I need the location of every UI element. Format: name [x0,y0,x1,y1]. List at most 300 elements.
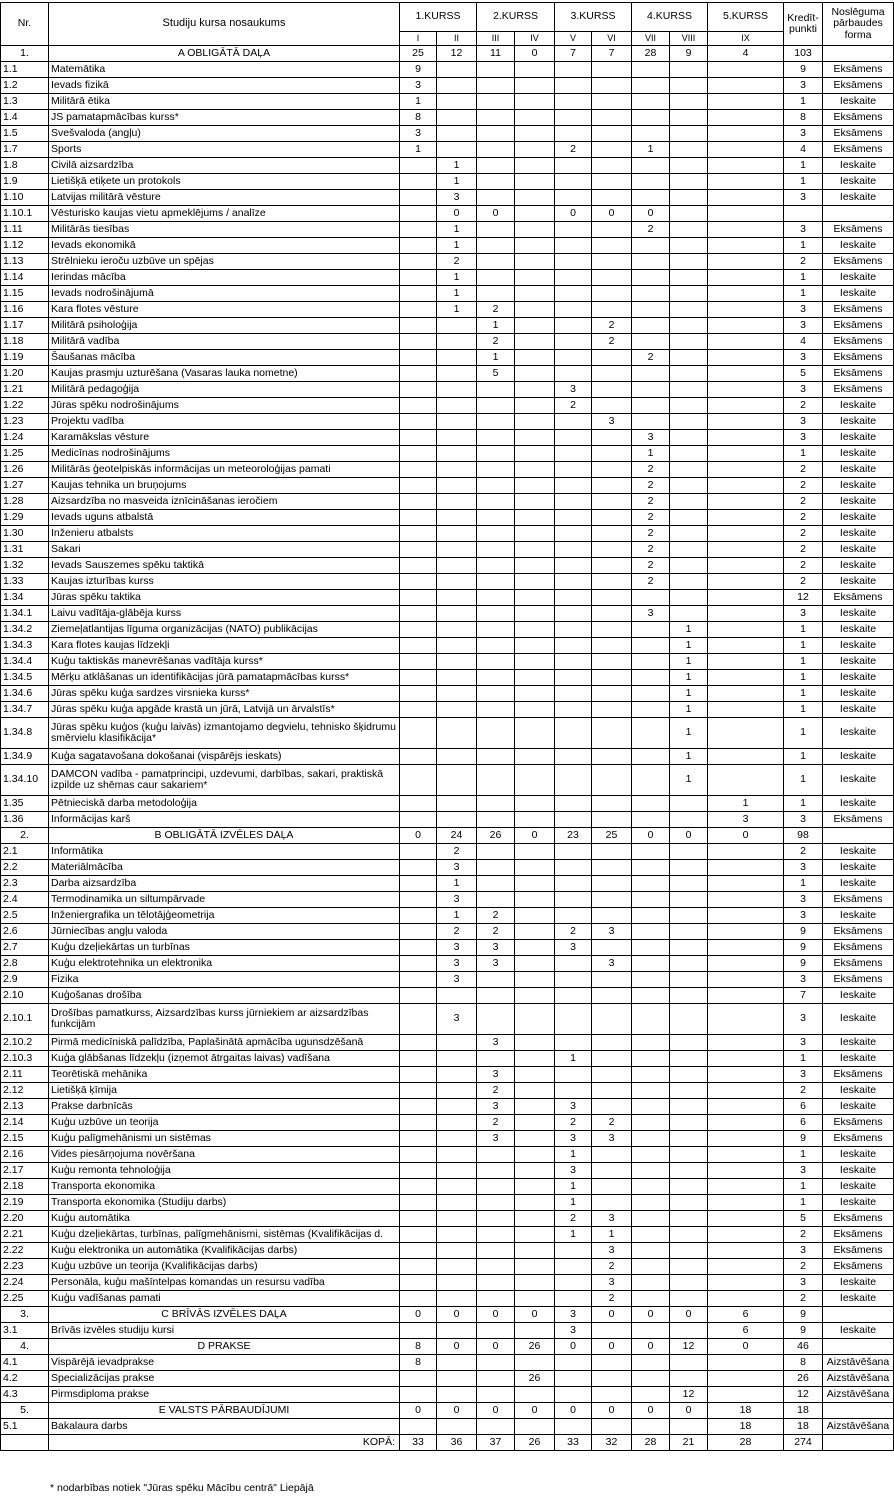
course-row [1,302,894,318]
course-row [1,972,894,988]
semester-credits [670,558,708,574]
row-number: 1.25 [1,446,49,462]
semester-credits [592,1067,632,1083]
credit-points: 1 [784,622,823,638]
section-title: A OBLIGĀTĀ DAĻA [49,46,400,62]
header-year-5: 5.KURSS [708,3,784,32]
semester-credits [708,844,784,860]
semester-credits [708,222,784,238]
semester-credits [477,1419,515,1435]
semester-credits [555,158,592,174]
semester-credits [632,622,670,638]
semester-credits: 3 [437,1004,477,1035]
course-row [1,1004,894,1035]
semester-credits [592,590,632,606]
semester-credits: 3 [555,1307,592,1323]
credit-points: 3 [784,126,823,142]
row-number: 3. [1,1307,49,1323]
semester-credits: 0 [437,1339,477,1355]
exam-form: Eksāmens [823,302,894,318]
row-number: 2.19 [1,1195,49,1211]
semester-credits [670,254,708,270]
semester-credits [592,1387,632,1403]
row-number: 2.10.3 [1,1051,49,1067]
credit-points: 5 [784,366,823,382]
credit-points: 4 [784,142,823,158]
semester-credits [515,398,555,414]
exam-form: Ieskaite [823,558,894,574]
semester-credits: 1 [555,1147,592,1163]
course-row [1,1067,894,1083]
semester-credits [400,1035,437,1051]
semester-credits [708,366,784,382]
semester-credits [400,606,437,622]
course-row [1,238,894,254]
semester-credits [670,988,708,1004]
semester-credits [592,62,632,78]
course-row [1,622,894,638]
course-row [1,1179,894,1195]
course-row [1,606,894,622]
exam-form: Eksāmens [823,972,894,988]
semester-credits [515,350,555,366]
semester-credits [555,972,592,988]
semester-credits [477,446,515,462]
semester-credits [632,860,670,876]
semester-credits [515,110,555,126]
semester-credits [555,622,592,638]
course-row [1,1115,894,1131]
row-number: 2. [1,828,49,844]
course-name: Bakalaura darbs [49,1419,400,1435]
row-number: 2.2 [1,860,49,876]
course-name: Matemātika [49,62,400,78]
semester-credits [515,749,555,765]
semester-credits [632,1227,670,1243]
credit-points: 2 [784,844,823,860]
semester-credits [632,1083,670,1099]
semester-credits [515,494,555,510]
semester-credits [437,430,477,446]
semester-credits [400,940,437,956]
semester-credits [515,414,555,430]
semester-credits [515,382,555,398]
course-name: Kuģu uzbūve un teorija (Kvalifikācijas darbs) [49,1259,400,1275]
course-row [1,1355,894,1371]
semester-credits [708,558,784,574]
semester-credits [477,542,515,558]
exam-form: Eksāmens [823,126,894,142]
semester-credits [477,270,515,286]
semester-credits [632,334,670,350]
credit-points: 46 [784,1339,823,1355]
course-row [1,494,894,510]
semester-credits [400,222,437,238]
semester-credits [437,334,477,350]
semester-credits [437,350,477,366]
semester-credits: 0 [477,206,515,222]
course-row [1,366,894,382]
row-number: 1.34.9 [1,749,49,765]
row-number: 1.3 [1,94,49,110]
semester-credits [437,638,477,654]
exam-form: Ieskaite [823,478,894,494]
total-semester-credits: 21 [670,1435,708,1451]
credit-points: 3 [784,1275,823,1291]
semester-credits [400,702,437,718]
row-number: 1.22 [1,398,49,414]
semester-credits [400,749,437,765]
course-row [1,174,894,190]
section-row [1,46,894,62]
course-name: Ziemeļatlantijas līguma organizācijas (NATO) publikācijas [49,622,400,638]
credit-points: 1 [784,686,823,702]
course-name: Kaujas prasmju uzturēšana (Vasaras lauka nometne) [49,366,400,382]
credit-points: 3 [784,812,823,828]
semester-credits [400,1051,437,1067]
semester-credits [555,796,592,812]
semester-credits [632,1115,670,1131]
credit-points: 2 [784,574,823,590]
row-number: 1.34.8 [1,718,49,749]
semester-credits: 2 [592,1259,632,1275]
semester-credits [592,478,632,494]
semester-credits [632,988,670,1004]
curriculum-table [0,2,894,1451]
section-title: D PRAKSE [49,1339,400,1355]
semester-credits: 3 [477,956,515,972]
semester-credits [670,1083,708,1099]
semester-credits: 2 [555,142,592,158]
semester-credits [400,478,437,494]
semester-credits [515,558,555,574]
semester-credits [555,174,592,190]
row-number: 1.35 [1,796,49,812]
semester-credits: 1 [670,622,708,638]
semester-credits [400,302,437,318]
semester-credits [632,1195,670,1211]
semester-credits [555,702,592,718]
semester-credits: 1 [477,350,515,366]
semester-credits [708,1115,784,1131]
semester-credits [515,222,555,238]
semester-credits: 0 [670,1307,708,1323]
semester-credits [515,1355,555,1371]
semester-credits [708,670,784,686]
row-number: 1.30 [1,526,49,542]
semester-credits [477,765,515,796]
semester-credits [477,430,515,446]
semester-credits [515,510,555,526]
semester-credits [670,62,708,78]
semester-credits: 1 [477,318,515,334]
course-row [1,334,894,350]
semester-credits: 2 [477,302,515,318]
semester-credits [400,892,437,908]
semester-credits [670,462,708,478]
semester-credits [515,462,555,478]
semester-credits [400,654,437,670]
semester-credits [632,398,670,414]
course-name: Ievads uguns atbalstā [49,510,400,526]
course-name: Materiālmācība [49,860,400,876]
row-number: 2.24 [1,1275,49,1291]
semester-credits [592,1179,632,1195]
course-row [1,558,894,574]
semester-credits [437,510,477,526]
section-title: B OBLIGĀTĀ IZVĒLES DAĻA [49,828,400,844]
exam-form: Eksāmens [823,590,894,606]
semester-credits [400,270,437,286]
exam-form: Eksāmens [823,1115,894,1131]
semester-credits [400,238,437,254]
semester-credits [555,446,592,462]
semester-credits [708,1179,784,1195]
semester-credits [400,1195,437,1211]
semester-credits [708,956,784,972]
credit-points: 1 [784,1195,823,1211]
semester-credits [477,1259,515,1275]
semester-credits [515,606,555,622]
course-row [1,142,894,158]
total-semester-credits: 33 [400,1435,437,1451]
semester-credits: 4 [708,46,784,62]
semester-credits [515,1083,555,1099]
semester-credits [400,1131,437,1147]
semester-credits [437,1147,477,1163]
semester-credits [632,286,670,302]
semester-credits [437,1355,477,1371]
course-name: Drošības pamatkurss, Aizsardzības kurss jūrniekiem ar aizsardzības funkcijām [49,1004,400,1035]
semester-credits [670,860,708,876]
semester-credits [592,876,632,892]
semester-credits: 1 [670,654,708,670]
semester-credits [708,1163,784,1179]
credit-points: 2 [784,1227,823,1243]
course-name: Lietišķā etiķete un protokols [49,174,400,190]
credit-points: 2 [784,510,823,526]
semester-credits [670,174,708,190]
semester-credits [708,1099,784,1115]
semester-credits [670,892,708,908]
course-name: Projektu vadība [49,414,400,430]
exam-form: Aizstāvēšana [823,1371,894,1387]
course-name: Kuģu palīgmehānismi un sistēmas [49,1131,400,1147]
semester-credits: 0 [437,206,477,222]
semester-credits [477,62,515,78]
exam-form: Ieskaite [823,1147,894,1163]
course-row [1,1051,894,1067]
credit-points: 2 [784,254,823,270]
semester-credits [708,494,784,510]
semester-credits [555,1275,592,1291]
semester-credits [670,318,708,334]
semester-credits [437,1099,477,1115]
semester-credits: 0 [477,1307,515,1323]
semester-credits [708,414,784,430]
semester-credits [400,542,437,558]
row-number: 2.1 [1,844,49,860]
exam-form: Ieskaite [823,1083,894,1099]
exam-form: Ieskaite [823,638,894,654]
semester-credits [555,126,592,142]
semester-credits [515,765,555,796]
total-semester-credits: 37 [477,1435,515,1451]
exam-form: Ieskaite [823,844,894,860]
semester-credits: 1 [437,286,477,302]
row-number: 1.2 [1,78,49,94]
semester-credits [437,1243,477,1259]
semester-credits [515,940,555,956]
semester-credits [632,876,670,892]
semester-credits [708,924,784,940]
course-row [1,542,894,558]
semester-credits [708,478,784,494]
semester-credits [708,1035,784,1051]
semester-credits [592,430,632,446]
semester-credits [400,638,437,654]
exam-form: Eksāmens [823,254,894,270]
semester-credits [555,892,592,908]
semester-credits [592,174,632,190]
course-name: Kuģošanas drošība [49,988,400,1004]
semester-credits [670,222,708,238]
course-row [1,670,894,686]
exam-form: Ieskaite [823,94,894,110]
semester-credits [400,718,437,749]
header-course-name: Studiju kursa nosaukums [49,3,400,46]
semester-credits [632,812,670,828]
header-year-1: 1.KURSS [400,3,477,32]
semester-credits [515,1227,555,1243]
semester-credits [708,174,784,190]
semester-credits: 0 [708,828,784,844]
section-title: C BRĪVĀS IZVĒLES DAĻA [49,1307,400,1323]
row-number: 2.12 [1,1083,49,1099]
semester-credits: 8 [400,1339,437,1355]
exam-form: Eksāmens [823,1259,894,1275]
course-name: Jūras spēku kuģa sardzes virsnieka kurss* [49,686,400,702]
header-semester: VIII [670,32,708,46]
section-row [1,828,894,844]
semester-credits: 3 [592,1275,632,1291]
row-number: 2.13 [1,1099,49,1115]
semester-credits [515,718,555,749]
credit-points [784,206,823,222]
semester-credits [708,94,784,110]
course-row [1,765,894,796]
semester-credits: 0 [400,828,437,844]
exam-form: Eksāmens [823,318,894,334]
credit-points: 3 [784,78,823,94]
semester-credits: 1 [670,718,708,749]
semester-credits [555,1243,592,1259]
credit-points: 1 [784,158,823,174]
semester-credits [477,558,515,574]
course-name: Jūras spēku nodrošinājums [49,398,400,414]
semester-credits [555,190,592,206]
row-number: 1.9 [1,174,49,190]
row-number: 1.19 [1,350,49,366]
semester-credits [708,1355,784,1371]
semester-credits [592,510,632,526]
semester-credits [632,654,670,670]
exam-form: Ieskaite [823,718,894,749]
course-row [1,844,894,860]
semester-credits [400,908,437,924]
semester-credits [670,812,708,828]
row-number: 2.3 [1,876,49,892]
semester-credits [477,702,515,718]
row-number: 2.21 [1,1227,49,1243]
semester-credits [477,1179,515,1195]
header-exam-form: Noslēguma pārbaudes forma [823,3,894,46]
course-name: Sakari [49,542,400,558]
table-body [1,3,894,1451]
row-number: 1.34.3 [1,638,49,654]
course-row [1,430,894,446]
row-number: 1.8 [1,158,49,174]
semester-credits [670,142,708,158]
semester-credits [515,1195,555,1211]
semester-credits [400,1211,437,1227]
course-name: Transporta ekonomika (Studiju darbs) [49,1195,400,1211]
semester-credits [592,78,632,94]
credit-points: 3 [784,892,823,908]
exam-form: Eksāmens [823,110,894,126]
exam-form: Eksāmens [823,222,894,238]
row-number: 5. [1,1403,49,1419]
semester-credits: 1 [555,1051,592,1067]
semester-credits [515,190,555,206]
semester-credits [555,1387,592,1403]
semester-credits: 3 [555,1131,592,1147]
semester-credits [437,318,477,334]
semester-credits [477,254,515,270]
semester-credits: 0 [632,828,670,844]
semester-credits [555,238,592,254]
semester-credits [632,972,670,988]
semester-credits: 1 [670,670,708,686]
row-number: 1.28 [1,494,49,510]
credit-points: 98 [784,828,823,844]
course-row [1,1227,894,1243]
credit-points: 9 [784,1323,823,1339]
course-row [1,1371,894,1387]
semester-credits [477,844,515,860]
exam-form: Ieskaite [823,1099,894,1115]
semester-credits [592,892,632,908]
semester-credits: 3 [477,1099,515,1115]
exam-form: Ieskaite [823,988,894,1004]
row-number: 4.2 [1,1371,49,1387]
semester-credits: 3 [592,1211,632,1227]
semester-credits [437,126,477,142]
row-number: 1.34.5 [1,670,49,686]
semester-credits [515,142,555,158]
semester-credits: 0 [437,1403,477,1419]
semester-credits [632,796,670,812]
semester-credits [477,1323,515,1339]
semester-credits [632,174,670,190]
exam-form: Ieskaite [823,1163,894,1179]
semester-credits [670,526,708,542]
semester-credits [555,510,592,526]
course-name: Specializācijas prakse [49,1371,400,1387]
credit-points: 1 [784,94,823,110]
semester-credits: 2 [632,542,670,558]
semester-credits: 3 [437,190,477,206]
